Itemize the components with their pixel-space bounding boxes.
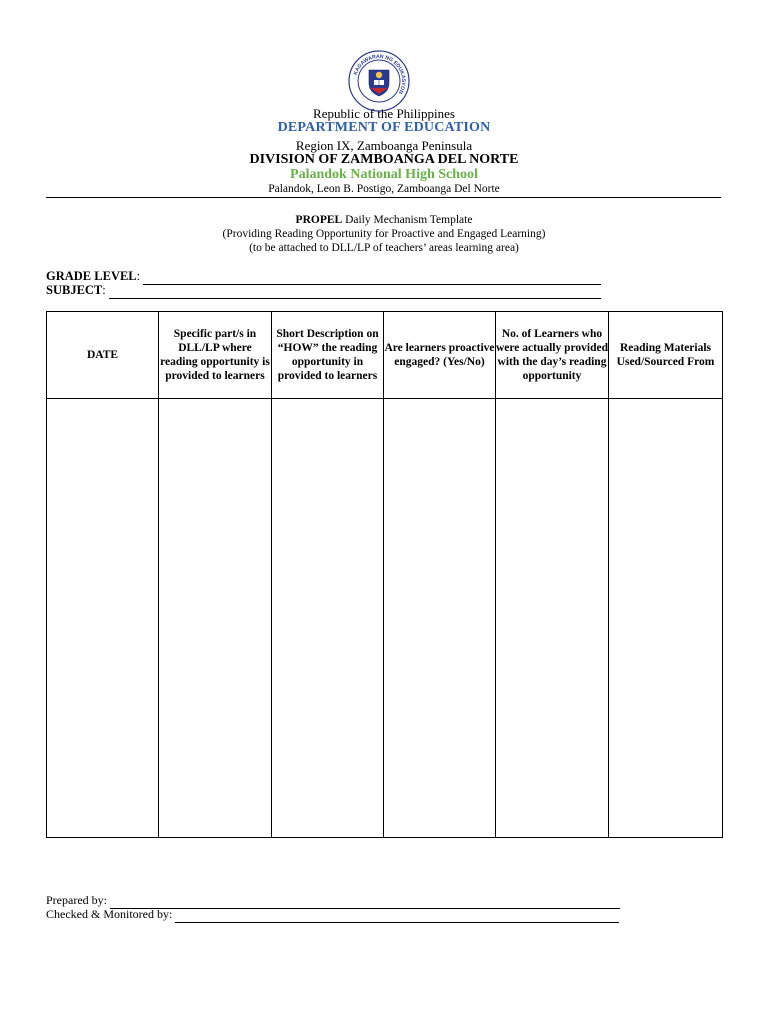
reading-materials-cell[interactable] (609, 399, 723, 838)
checked-by-field (46, 907, 619, 923)
template-title-bold: PROPEL (295, 214, 343, 226)
column-header-specific-part: Specific part/s in DLL/LP where reading opportunity is provided to learners (159, 312, 272, 399)
date-cell[interactable] (47, 399, 159, 838)
division-title: DIVISION OF ZAMBOANGA DEL NORTE (249, 152, 519, 167)
template-title-rest: Daily Mechanism Template (342, 214, 473, 226)
propel-table (46, 311, 723, 838)
table-row (47, 399, 723, 838)
seal-ring-text: KAGAWARAN NG EDUKASYON (352, 53, 407, 95)
subject-label: SUBJECT (46, 283, 103, 297)
template-note: (to be attached to DLL/LP of teachers’ areas learning area) (249, 242, 519, 254)
country-line: Republic of the Philippines (313, 106, 455, 121)
specific-part-cell[interactable] (159, 399, 272, 838)
table-header-row (47, 312, 723, 399)
prepared-by-label: Prepared by: (46, 893, 107, 907)
school-name: Palandok National High School (290, 167, 478, 182)
template-title (0, 214, 768, 226)
department-title: DEPARTMENT OF EDUCATION (277, 120, 491, 135)
checked-by-input-line[interactable] (175, 907, 619, 923)
column-header-learners-engaged: Are learners proactive engaged? (Yes/No) (384, 312, 496, 399)
deped-seal-logo (348, 50, 410, 112)
school-address: Palandok, Leon B. Postigo, Zamboanga Del Norte (268, 183, 500, 195)
grade-level-colon: : (136, 269, 141, 283)
subject-colon: : (102, 283, 106, 297)
column-header-number-of-learners: No. of Learners who were actually provided with the day’s reading opportunity (496, 312, 609, 399)
grade-level-label: GRADE LEVEL (46, 269, 137, 283)
region-line: Region IX, Zamboanga Peninsula (295, 138, 473, 153)
column-header-reading-materials: Reading Materials Used/Sourced From (609, 312, 723, 399)
learners-engaged-cell[interactable] (384, 399, 496, 838)
column-header-date: DATE (47, 312, 159, 399)
column-header-short-description: Short Description on “HOW” the reading opportunity in provided to learners (272, 312, 384, 399)
subject-input-line[interactable] (109, 283, 601, 299)
header-divider (46, 197, 721, 198)
short-description-cell[interactable] (272, 399, 384, 838)
subject-field (46, 283, 601, 299)
template-subtitle: (Providing Reading Opportunity for Proactive and Engaged Learning) (222, 228, 546, 240)
number-of-learners-cell[interactable] (496, 399, 609, 838)
checked-by-label: Checked & Monitored by: (46, 907, 173, 921)
